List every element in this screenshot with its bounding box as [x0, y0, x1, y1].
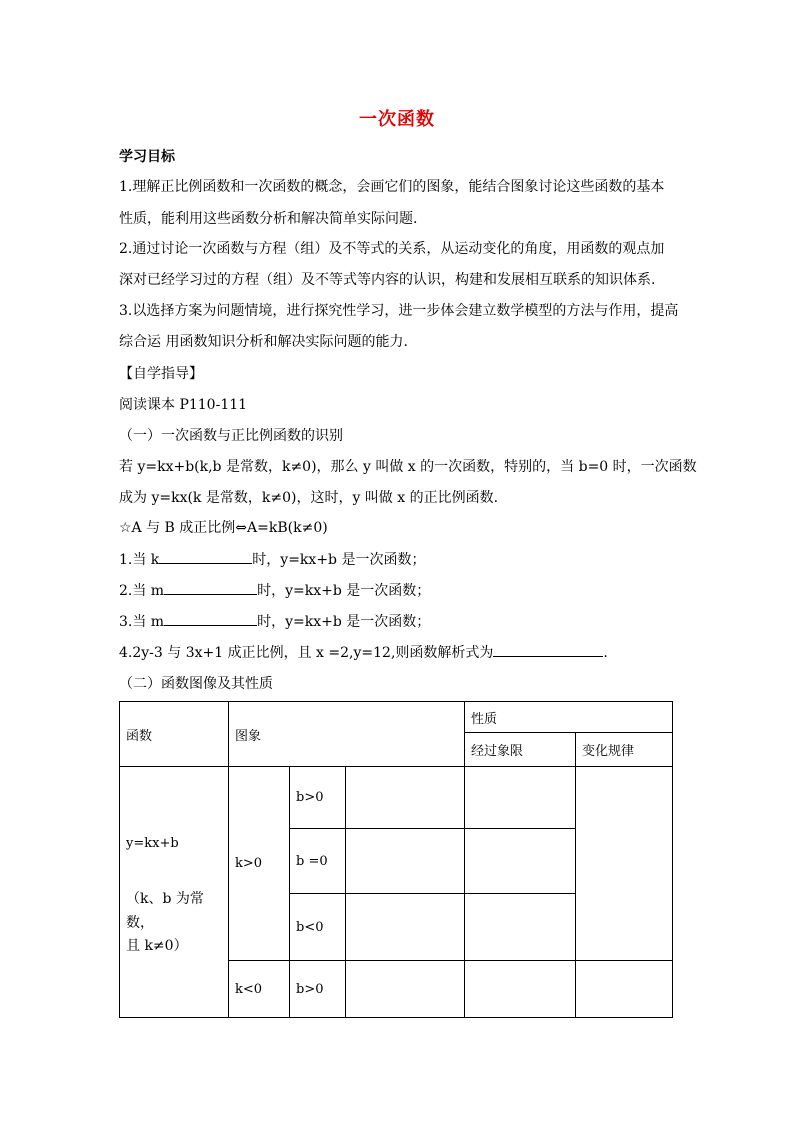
quadrant-cell-1[interactable] — [465, 767, 576, 829]
objective-2-line-2: 深对已经学习过的方程（组）及不等式等内容的认识，构建和发展相互联系的知识体系. — [119, 272, 656, 288]
header-quadrant: 经过象限 — [465, 733, 576, 767]
function-formula: y=kx+b — [126, 835, 179, 851]
b-negative-cell: b<0 — [290, 894, 346, 961]
question-3-prefix: 3.当 m — [119, 614, 165, 630]
quadrant-cell-4[interactable] — [465, 961, 576, 1018]
quadrant-cell-2[interactable] — [465, 829, 576, 894]
k-negative-cell: k<0 — [229, 961, 290, 1018]
question-2-suffix: 时，y=kx+b 是一次函数； — [257, 583, 431, 599]
graph-cell-3[interactable] — [346, 894, 465, 961]
change-rule-cell-k-positive[interactable] — [576, 767, 673, 961]
question-4 — [119, 642, 608, 663]
header-property: 性质 — [465, 702, 673, 733]
question-4-prefix: 4.2y-3 与 3x+1 成正比例，且 x =2,y=12,则函数解析式为 — [119, 645, 494, 661]
graph-cell-1[interactable] — [346, 767, 465, 829]
section-1-heading: （一）一次函数与正比例函数的识别 — [119, 428, 343, 444]
question-3 — [119, 611, 430, 632]
question-4-blank[interactable] — [493, 642, 603, 657]
objective-3-line-2: 综合运 用函数知识分析和解决实际问题的能力. — [119, 334, 408, 350]
question-1-suffix: 时，y=kx+b 是一次函数； — [252, 552, 426, 568]
objective-1-line-2: 性质，能利用这些函数分析和解决简单实际问题. — [119, 211, 418, 227]
objective-1-line-1: 1.理解正比例函数和一次函数的概念，会画它们的图象，能结合图象讨论这些函数的基本 — [119, 179, 665, 195]
question-1 — [119, 549, 425, 570]
header-function: 函数 — [120, 702, 229, 767]
definition-line-1: 若 y=kx+b(k,b 是常数，k≠0)，那么 y 叫做 x 的一次函数，特别的，当 b=0 时，一次函数 — [119, 459, 697, 475]
function-cell — [120, 767, 229, 1018]
objective-3-line-1: 3.以选择方案为问题情境，进行探究性学习，进一步体会建立数学模型的方法与作用，提高 — [119, 303, 679, 319]
question-2-blank[interactable] — [164, 580, 257, 595]
question-3-blank[interactable] — [164, 611, 257, 626]
header-change-rule: 变化规律 — [576, 733, 673, 767]
function-condition-1: （k、b 为常数， — [126, 890, 204, 931]
definition-line-2: 成为 y=kx(k 是常数，k≠0)，这时，y 叫做 x 的正比例函数. — [119, 490, 499, 506]
change-rule-cell-k-negative[interactable] — [576, 961, 673, 1018]
function-properties-table — [119, 701, 673, 1018]
k-positive-cell: k>0 — [229, 767, 290, 961]
guide-heading: 【自学指导】 — [119, 366, 203, 382]
objective-2-line-1: 2.通过讨论一次函数与方程（组）及不等式的关系，从运动变化的角度，用函数的观点加 — [119, 241, 665, 257]
function-condition-2: 且 k≠0） — [126, 937, 188, 954]
question-3-suffix: 时，y=kx+b 是一次函数； — [257, 614, 431, 630]
question-1-blank[interactable] — [159, 549, 252, 564]
proportion-rule: ☆A 与 B 成正比例⇔A=kB(k≠0) — [119, 520, 328, 536]
b-positive-cell: b>0 — [290, 767, 346, 829]
question-2-prefix: 2.当 m — [119, 583, 165, 599]
b-positive-cell-2: b>0 — [290, 961, 346, 1018]
question-4-suffix: . — [603, 645, 608, 661]
question-2 — [119, 580, 430, 601]
section-2-heading: （二）函数图像及其性质 — [119, 676, 273, 692]
b-zero-cell: b =0 — [290, 829, 346, 894]
reading-instruction: 阅读课本 P110-111 — [119, 397, 248, 413]
graph-cell-2[interactable] — [346, 829, 465, 894]
graph-cell-4[interactable] — [346, 961, 465, 1018]
quadrant-cell-3[interactable] — [465, 894, 576, 961]
question-1-prefix: 1.当 k — [119, 552, 160, 568]
header-graph: 图象 — [229, 702, 465, 767]
document-title: 一次函数 — [359, 109, 435, 130]
objectives-heading: 学习目标 — [119, 149, 175, 165]
